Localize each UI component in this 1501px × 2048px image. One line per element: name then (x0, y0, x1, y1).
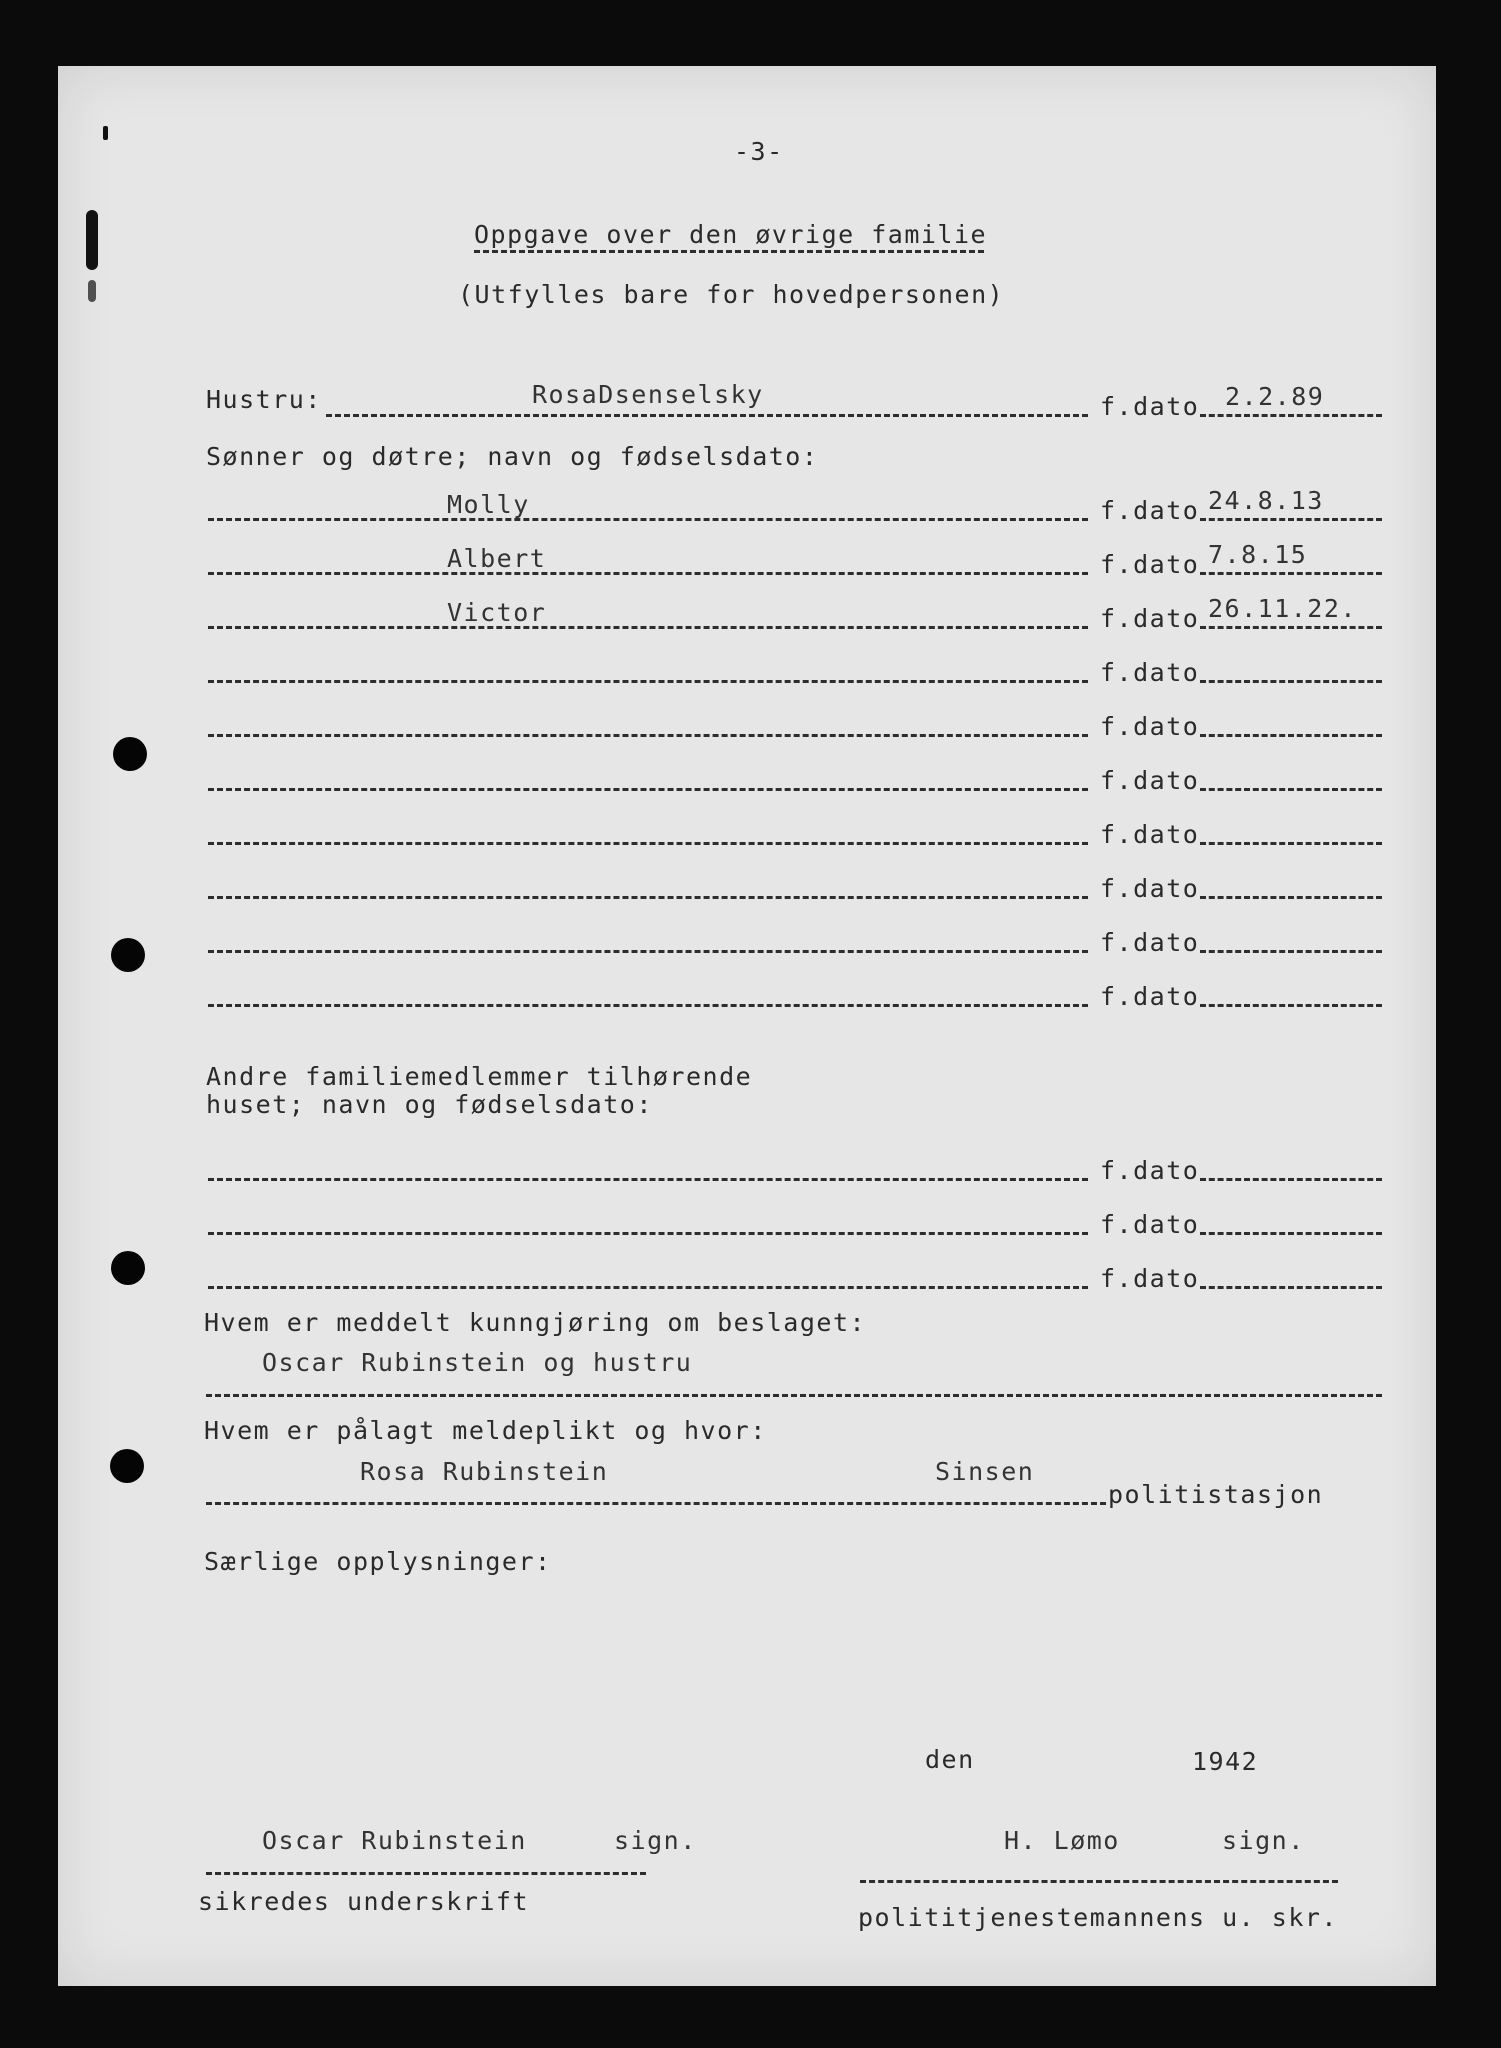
officer-caption: polititjenestemannens u. skr. (858, 1903, 1338, 1932)
form-title: Oppgave over den øvrige familie (474, 220, 988, 249)
reporting-line (206, 1502, 1106, 1505)
special-info-label: Særlige opplysninger: (204, 1547, 552, 1576)
row-dob-line (1200, 572, 1382, 575)
row-dob-line (1200, 1232, 1382, 1235)
wife-name: RosaDsenselsky (532, 380, 764, 409)
other-members-label-2: huset; navn og fødselsdato: (206, 1090, 653, 1119)
notified-value: Oscar Rubinstein og hustru (262, 1348, 693, 1377)
row-dob-line (1200, 734, 1382, 737)
row-name-line (208, 1178, 1088, 1181)
row-dob-label: f.dato (1100, 604, 1200, 633)
row-name-line (208, 572, 1088, 575)
insured-signature-line (206, 1872, 646, 1875)
row-name-line (208, 734, 1088, 737)
date-year: 1942 (1192, 1747, 1259, 1776)
row-dob-label: f.dato (1100, 712, 1200, 741)
row-name: Albert (447, 544, 547, 573)
children-label: Sønner og døtre; navn og fødselsdato: (206, 442, 819, 471)
other-members-label-1: Andre familiemedlemmer tilhørende (206, 1062, 753, 1091)
row-dob: 7.8.15 (1208, 540, 1308, 569)
notified-line (206, 1394, 1382, 1397)
row-dob-label: f.dato (1100, 766, 1200, 795)
title-underline (474, 250, 984, 253)
row-dob-label: f.dato (1100, 1156, 1200, 1185)
row-dob-label: f.dato (1100, 1264, 1200, 1293)
row-dob-line (1200, 1004, 1382, 1007)
row-name-line (208, 626, 1088, 629)
row-dob-label: f.dato (1100, 496, 1200, 525)
officer-signature-line (860, 1880, 1338, 1883)
row-dob-line (1200, 1178, 1382, 1181)
edge-smudge (88, 280, 96, 302)
punch-hole-2 (111, 938, 145, 972)
reporting-person: Rosa Rubinstein (360, 1457, 609, 1486)
wife-dob: 2.2.89 (1225, 382, 1325, 411)
row-dob-label: f.dato (1100, 820, 1200, 849)
row-dob-label: f.dato (1100, 874, 1200, 903)
reporting-label: Hvem er pålagt meldeplikt og hvor: (204, 1416, 767, 1445)
row-dob-line (1200, 896, 1382, 899)
row-name-line (208, 1004, 1088, 1007)
row-dob-line (1200, 626, 1382, 629)
reporting-station-label: politistasjon (1108, 1480, 1324, 1509)
row-dob-label: f.dato (1100, 550, 1200, 579)
row-dob-label: f.dato (1100, 982, 1200, 1011)
wife-dob-line (1200, 414, 1382, 417)
row-dob-line (1200, 788, 1382, 791)
row-name-line (208, 1232, 1088, 1235)
wife-name-line (326, 414, 1088, 417)
row-dob-line (1200, 842, 1382, 845)
row-name-line (208, 896, 1088, 899)
punch-hole-4 (110, 1449, 144, 1483)
officer-name: H. Lømo (1004, 1826, 1120, 1855)
date-den: den (925, 1745, 975, 1774)
row-name-line (208, 950, 1088, 953)
wife-label: Hustru: (206, 385, 322, 414)
row-dob-line (1200, 1286, 1382, 1289)
form-subtitle: (Utfylles bare for hovedpersonen) (458, 280, 1005, 309)
row-dob-label: f.dato (1100, 928, 1200, 957)
punch-hole-3 (111, 1251, 145, 1285)
page-number: -3- (734, 137, 784, 166)
row-dob-label: f.dato (1100, 658, 1200, 687)
notified-label: Hvem er meddelt kunngjøring om beslaget: (204, 1308, 867, 1337)
row-dob-line (1200, 518, 1382, 521)
row-name-line (208, 518, 1088, 521)
row-dob: 24.8.13 (1208, 486, 1324, 515)
document-page (58, 66, 1436, 1986)
row-name-line (208, 1286, 1088, 1289)
row-dob-label: f.dato (1100, 1210, 1200, 1239)
wife-dob-label: f.dato (1100, 392, 1200, 421)
row-name-line (208, 842, 1088, 845)
edge-smudge (86, 210, 98, 270)
row-dob-line (1200, 680, 1382, 683)
edge-smudge (103, 126, 108, 140)
row-name: Molly (447, 490, 530, 519)
officer-sign: sign. (1222, 1826, 1305, 1855)
reporting-place: Sinsen (935, 1457, 1035, 1486)
row-name: Victor (447, 598, 547, 627)
row-dob-line (1200, 950, 1382, 953)
row-dob: 26.11.22. (1208, 594, 1357, 623)
row-name-line (208, 788, 1088, 791)
insured-name: Oscar Rubinstein (262, 1826, 527, 1855)
row-name-line (208, 680, 1088, 683)
insured-sign: sign. (614, 1826, 697, 1855)
insured-caption: sikredes underskrift (198, 1887, 530, 1916)
punch-hole-1 (113, 737, 147, 771)
